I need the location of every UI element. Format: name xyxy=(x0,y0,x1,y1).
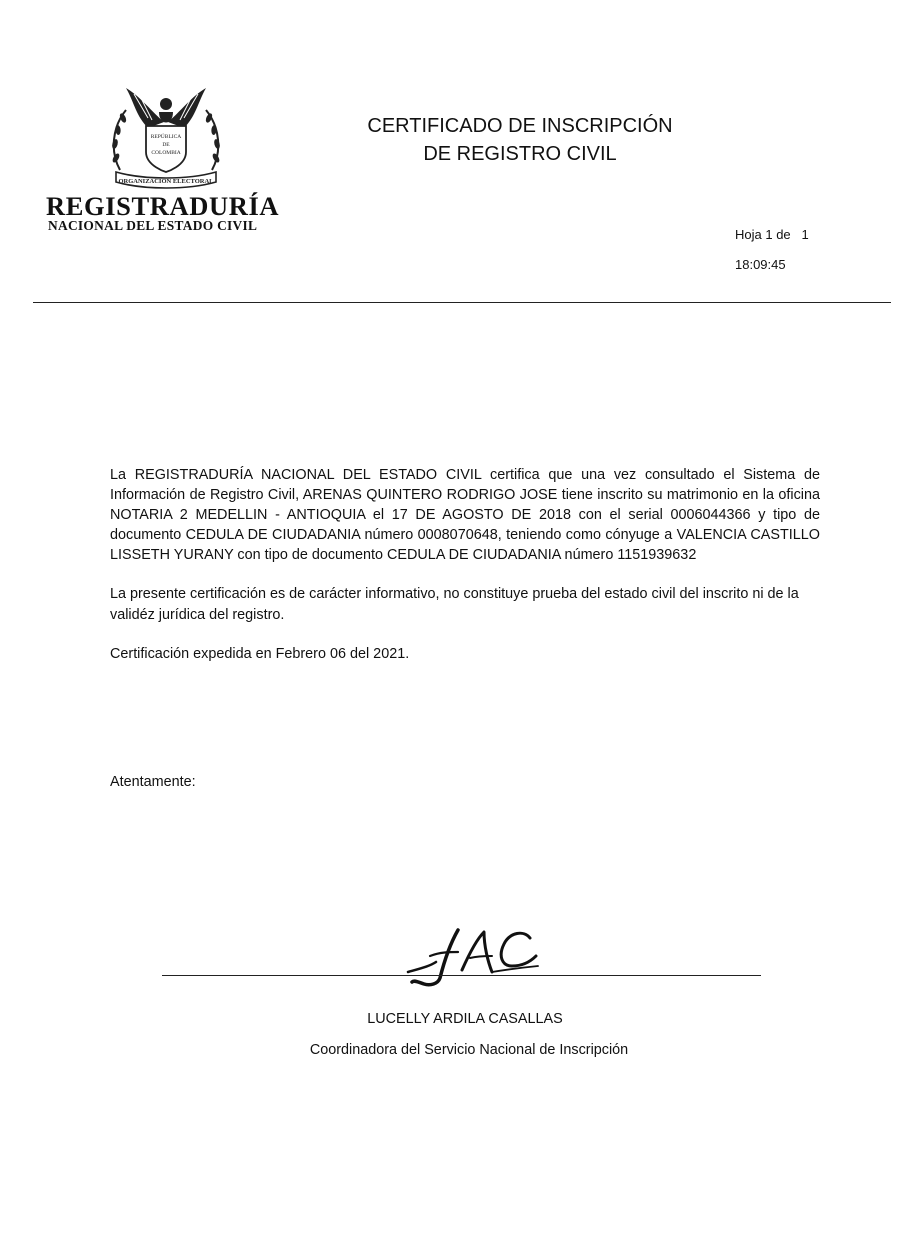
certification-paragraph: La REGISTRADURÍA NACIONAL DEL ESTADO CIVIL certifica que una vez consultado el Sistema de Información de Registro Civil, ARENAS QUINTERO RODRIGO JOSE tiene inscrito su matrimonio en la oficina NOTARIA 2 MEDELLIN - ANTIOQUIA el 17 DE AGOSTO DE 2018 con el serial 0006044366 y tipo de documento CEDULA DE CIUDADANIA número 0008070648, teniendo como cónyuge a VALENCIA CASTILLO LISSETH YURANY con tipo de documento CEDULA DE CIUDADANIA número 1151939632 xyxy=(110,467,820,564)
signer-name: LUCELLY ARDILA CASALLAS xyxy=(367,1011,563,1027)
registraduria-emblem xyxy=(104,82,228,190)
logo-name: REGISTRADURÍA xyxy=(46,191,280,221)
logo-subtitle: NACIONAL DEL ESTADO CIVIL xyxy=(48,218,258,233)
signature-line xyxy=(162,975,761,976)
disclaimer-paragraph: La presente certificación es de carácter informativo, no constituye prueba del estado civil del inscrito ni de la validéz jurídica del registro. xyxy=(110,586,799,623)
handwritten-signature xyxy=(400,922,550,994)
issue-date-paragraph: Certificación expedida en Febrero 06 del 2021. xyxy=(110,645,410,662)
title-line-2: DE REGISTRO CIVIL xyxy=(423,143,617,165)
certificate-body xyxy=(110,465,820,664)
svg-text:COLOMBIA: COLOMBIA xyxy=(151,150,181,156)
header-divider xyxy=(33,302,891,303)
title-line-1: CERTIFICADO DE INSCRIPCIÓN xyxy=(367,115,673,137)
closing-text: Atentamente: xyxy=(110,774,196,790)
svg-text:ORGANIZACIÓN ELECTORAL: ORGANIZACIÓN ELECTORAL xyxy=(118,178,214,185)
sheet-number: Hoja 1 de 1 xyxy=(735,227,809,242)
issue-time: 18:09:45 xyxy=(735,257,786,272)
signer-role: Coordinadora del Servicio Nacional de Inscripción xyxy=(309,1042,629,1058)
svg-text:DE: DE xyxy=(162,142,170,148)
svg-text:REPÚBLICA: REPÚBLICA xyxy=(150,134,182,140)
document-title xyxy=(330,112,710,168)
